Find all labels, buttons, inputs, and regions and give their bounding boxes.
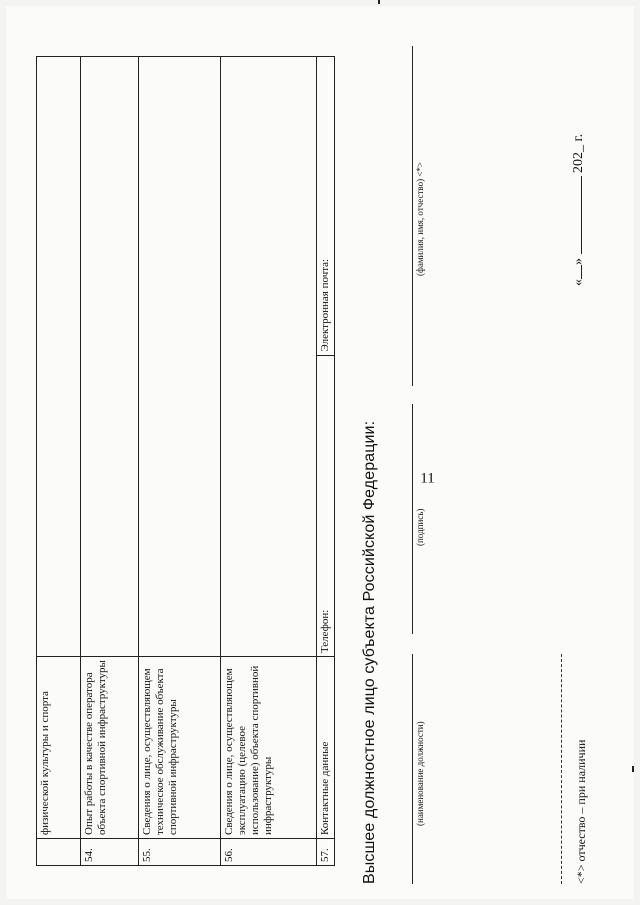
form-table bbox=[36, 56, 335, 866]
table-row bbox=[221, 57, 317, 866]
row-label: Сведения о лице, осуществляющем эксплуатацию (целевое использование) объекта спортивной инфраструктуры bbox=[221, 657, 317, 839]
scan-edge-mark-top bbox=[378, 0, 380, 4]
row-label: Опыт работы в качестве оператора объекта спортивной инфраструктуры bbox=[81, 657, 139, 839]
row-value bbox=[139, 57, 221, 657]
contact-row bbox=[317, 57, 335, 866]
name-line bbox=[412, 46, 413, 386]
contact-split bbox=[319, 60, 332, 653]
scan-edge-mark-right bbox=[632, 766, 634, 772]
row-label: Контактные данные bbox=[317, 657, 335, 839]
signature-heading: Высшее должностное лицо субъекта Российской Федерации: bbox=[361, 420, 378, 884]
signature-caption: (подпись) bbox=[415, 508, 425, 546]
email-label: Электронная почта: bbox=[317, 55, 334, 357]
row-number: 54. bbox=[81, 839, 139, 866]
row-number: 55. bbox=[139, 839, 221, 866]
contact-value bbox=[317, 57, 335, 657]
row-number: 57. bbox=[317, 839, 335, 866]
table-row bbox=[81, 57, 139, 866]
footnote-separator bbox=[561, 654, 562, 884]
position-caption: (наименование должности) bbox=[415, 721, 425, 826]
row-label: Сведения о лице, осуществляющем техническое обслуживание объекта спортивной инфраструктуры bbox=[139, 657, 221, 839]
date-year: 202_ г. bbox=[571, 133, 586, 173]
table-row bbox=[139, 57, 221, 866]
date-month-blank bbox=[571, 177, 582, 255]
signature-date bbox=[571, 134, 587, 286]
footnote-text: <*> отчество – при наличии bbox=[574, 739, 588, 884]
row-label: физической культуры и спорта bbox=[37, 657, 81, 839]
date-close-quote: » bbox=[571, 258, 586, 265]
row-value bbox=[37, 57, 81, 657]
row-number: 56. bbox=[221, 839, 317, 866]
signature-line bbox=[412, 404, 413, 634]
row-number bbox=[37, 839, 81, 866]
table-row bbox=[37, 57, 81, 866]
name-caption: (фамилия, имя, отчество) <*> bbox=[415, 161, 425, 276]
document-page bbox=[6, 6, 634, 899]
date-day-blank bbox=[571, 265, 582, 279]
phone-label: Телефон: bbox=[319, 609, 331, 653]
position-line bbox=[412, 654, 413, 884]
row-value bbox=[81, 57, 139, 657]
page-number: 11 bbox=[420, 470, 435, 487]
row-value bbox=[221, 57, 317, 657]
date-open-quote: « bbox=[571, 279, 586, 286]
rotated-form-content bbox=[26, 16, 626, 896]
